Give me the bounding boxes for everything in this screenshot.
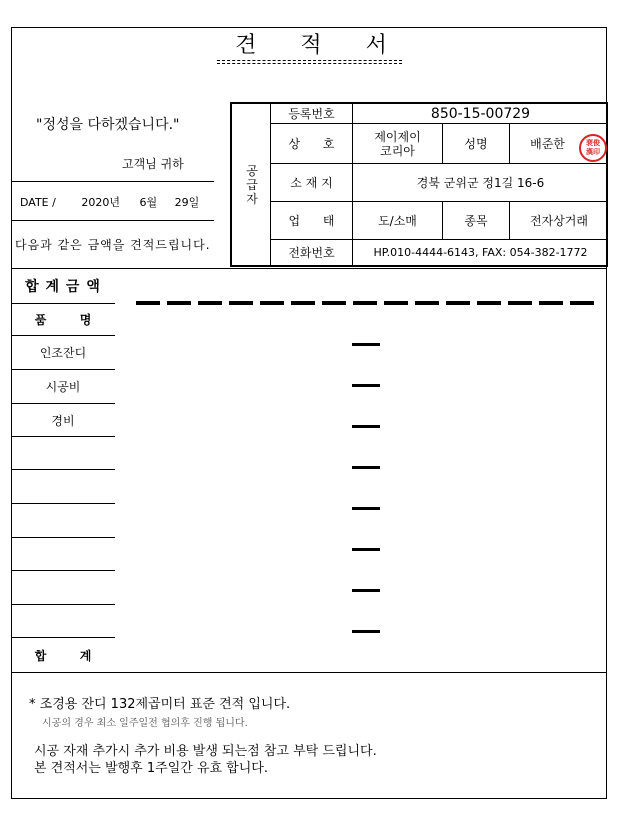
- reg-label: 등록번호: [288, 106, 335, 121]
- total-amount-label: 합 계 금 액: [25, 279, 101, 295]
- item-name: 시공비: [45, 380, 81, 394]
- amount-blank: [352, 548, 380, 551]
- stamp-line: 漢印: [586, 148, 600, 156]
- supplier-side-label: [232, 104, 272, 265]
- company-value: [353, 124, 442, 163]
- seal-stamp: [579, 134, 607, 162]
- title-underline: [217, 60, 402, 61]
- total-amount-blank: [136, 301, 596, 305]
- company-line: 제이제이: [374, 129, 421, 144]
- customer-label: 고객님 귀하: [122, 157, 184, 171]
- item-name: 인조잔디: [39, 346, 87, 360]
- document-title: [0, 28, 622, 59]
- date-label: DATE /: [20, 196, 56, 209]
- amount-blank: [352, 384, 380, 387]
- supplier-table: [230, 102, 608, 267]
- item-header: 품 명: [34, 313, 92, 327]
- item-name: [11, 571, 115, 604]
- note-extra-line: 본 견적서는 발행후 1주일간 유효 합니다.: [34, 761, 268, 776]
- item-name: [11, 437, 115, 469]
- title-char: 서: [365, 33, 387, 58]
- item-name: [11, 605, 115, 637]
- item-name: [11, 470, 115, 503]
- amount-blank: [352, 507, 380, 510]
- item-name: [11, 538, 115, 570]
- divider: [11, 181, 214, 182]
- company-label: 상 호: [288, 136, 335, 151]
- item-value: 전자상거래: [530, 213, 588, 228]
- note-extra: [34, 743, 377, 777]
- name-label: 성명: [464, 136, 488, 151]
- greeting: 다음과 같은 금액을 견적드립니다.: [15, 238, 211, 252]
- title-char: 적: [300, 33, 322, 58]
- stamp-line: 裵俊: [586, 139, 600, 147]
- date-day: 29일: [174, 196, 200, 209]
- item-name: [11, 504, 115, 537]
- slogan: "정성을 다하겠습니다.": [36, 117, 180, 133]
- title-char: 견: [235, 33, 257, 58]
- note-extra-line: 시공 자재 추가시 추가 비용 발생 되는점 참고 부탁 드립니다.: [34, 744, 377, 759]
- divider: [11, 672, 607, 673]
- phone-label: 전화번호: [288, 245, 335, 260]
- address-label: 소 재 지: [290, 175, 333, 190]
- note-sub: 시공의 경우 최소 일주일전 협의후 진행 됩니다.: [42, 718, 248, 729]
- side-char: 급: [246, 177, 258, 192]
- date-month: 6월: [139, 196, 158, 209]
- divider: [11, 220, 214, 221]
- name-value: 배준한: [530, 136, 565, 151]
- amount-blank: [352, 630, 380, 633]
- amount-blank: [352, 466, 380, 469]
- title-underline: [217, 63, 402, 64]
- address-value: 경북 군위군 정1길 16-6: [416, 175, 545, 190]
- side-char: 공: [246, 163, 258, 178]
- date-row: [20, 194, 220, 210]
- biz-value: 도/소매: [378, 213, 417, 228]
- biz-label: 업 태: [288, 213, 335, 228]
- phone-value: HP.010-4444-6143, FAX: 054-382-1772: [373, 245, 588, 259]
- note-main: * 조경용 잔디 132제곱미터 표준 견적 입니다.: [29, 697, 291, 712]
- company-line: 코리아: [380, 143, 415, 158]
- date-year: 2020년: [81, 196, 120, 209]
- total-label: 합 계: [34, 648, 92, 663]
- item-label: 종목: [464, 213, 488, 228]
- reg-value: 850-15-00729: [430, 105, 531, 122]
- amount-blank: [352, 589, 380, 592]
- amount-blank: [352, 343, 380, 346]
- side-char: 자: [246, 191, 258, 206]
- amount-blank: [352, 425, 380, 428]
- item-name: 경비: [51, 413, 75, 428]
